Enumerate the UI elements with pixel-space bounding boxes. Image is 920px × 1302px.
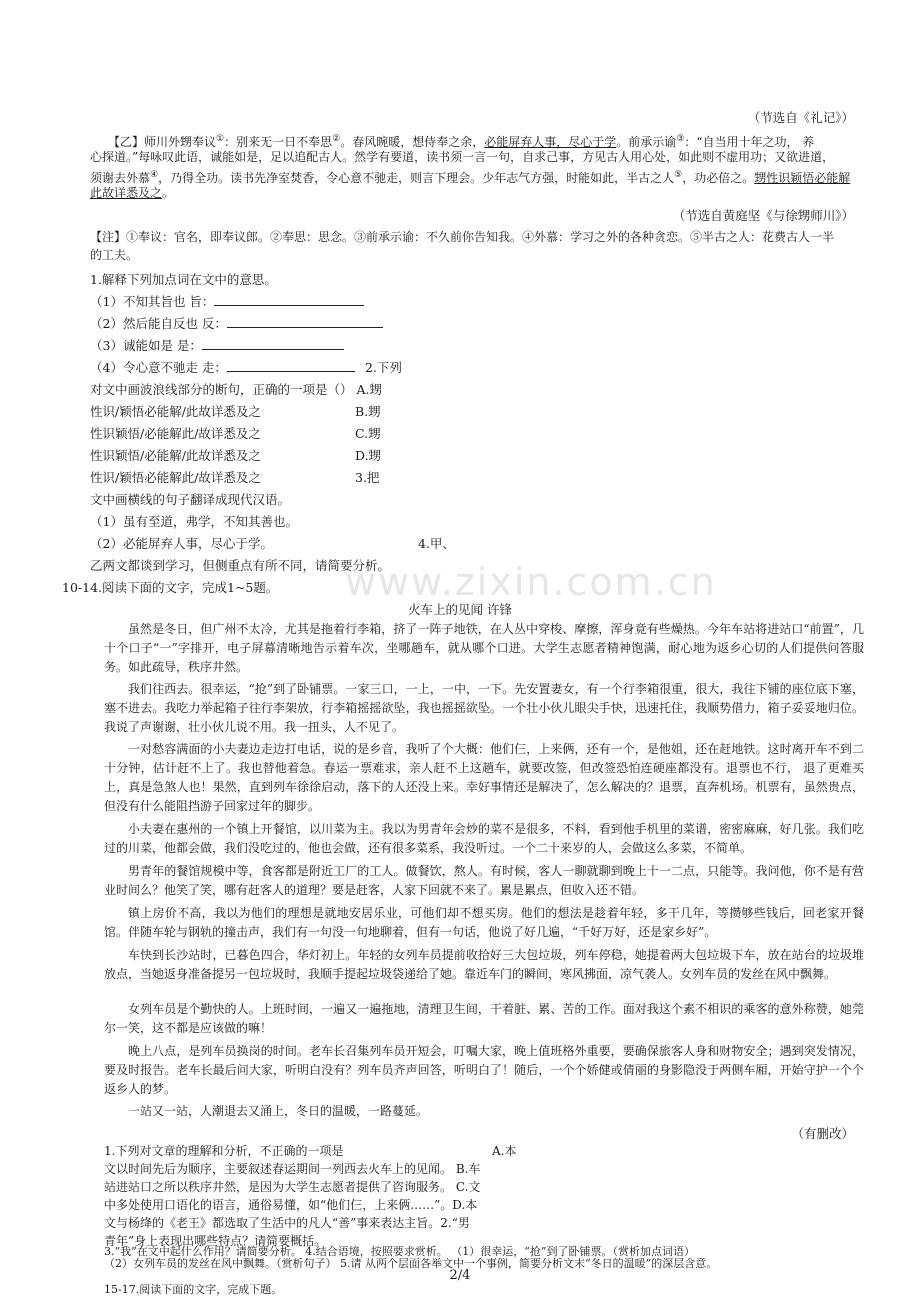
note-line-1: 【注】①奉议：官名，即奉议郎。②奉思：思念。③前承示谕：不久前你告知我。④外慕：学习之外的各种贪恋。⑤半古之人：花费古人一半 xyxy=(90,230,835,244)
story-paragraph-6: 镇上房价不高，我以为他们的理想是就地安居乐业，可他们却不想买房。他们的想法是趁着年轻，多干几年，等攒够些钱后，回老家开餐馆。伴随车轮与钢轨的撞击声，我们有一句没一句地聊着，但有一句话，他说了好几遍，“千好万好，还是家乡好”。 xyxy=(104,906,864,939)
passage-b-line-3: 须谢去外慕④，乃得全功。读书先净室焚香，令心意不驰走，则言下理会。少年志气方强，时能如此，半古之人⑤，功必倍之。甥性识颖悟必能解 xyxy=(90,170,851,185)
sq-line-2: 文以时间先后为顺序，主要叙述春运期间一列西去火车上的见闻。 B.车 xyxy=(104,1162,481,1176)
sq-option-a-label: A.本 xyxy=(492,1144,517,1158)
q2-option-b: 性识颖悟/必能解此/故详悉及之 xyxy=(90,426,261,441)
q3-line-1: 文中画横线的句子翻译成现代汉语。 xyxy=(90,492,291,507)
story-paragraph-3: 一对愁容满面的小夫妻边走边打电话，说的是乡音，我听了个大概：他们仨，上来俩，还有一个，是他姐，还在赶地铁。这时离开车不到二十分钟，估计赶不上了。我也替他着急。春运一票难求，亲人赶不上这趟车，就要改签，但改签恐怕连硬座都没有。退票也不行， 退了更难买上，真是急煞人也！果然，直到列车徐徐启动，落下的人还没上来。幸好事情还是解决了，怎么解决的？退票，直奔机场。机票有，虽然贵点，但没有什么能阻挡游子回家过年的脚步。 xyxy=(104,742,864,813)
wavy-line-part-1: 甥性识颖悟必能解 xyxy=(754,171,851,185)
q1-item-4: （4）令心意不驰走 走： 2.下列 xyxy=(90,360,402,375)
underlined-sentence-1: 必能屏弃人事，尽心于学 xyxy=(484,135,617,149)
source-liji: （节选自《礼记》） xyxy=(747,110,854,125)
passage-b-line-4: 此故详悉及之。 xyxy=(90,186,175,200)
story-title: 火车上的见闻 许锋 xyxy=(408,602,512,617)
q2-option-c-label: C.甥 xyxy=(355,426,381,441)
story-paragraph-5: 男青年的餐馆规模中等，食客都是附近工厂的工人。做餐饮，熬人。有时候，客人一聊就聊到晚上十一二点，只能等。我问他，你不是有营业时间么？他笑了笑，哪有赶客人的道理？要是赶客，人家下回就不来了。累是累点，但收入还不错。 xyxy=(104,864,864,897)
sq-compact-block xyxy=(104,1246,695,1257)
next-section-heading: 15-17.阅读下面的文字，完成下题。 xyxy=(104,1283,283,1296)
answer-blank[interactable] xyxy=(227,358,355,372)
q1-item-3: （3）诚能如是 是： xyxy=(90,336,344,355)
q2-option-d-label: D.甥 xyxy=(355,448,382,463)
q3-item-2: （2）必能屏弃人事，尽心于学。 xyxy=(90,536,273,551)
sq-line-11: 从两个层面各举文中一个事例，简要分析文末“冬日的温暖”的深层含意。 xyxy=(365,1258,718,1269)
story-paragraph-10: 一站又一站，人潮退去又涌上，冬日的温暖，一路蔓延。 xyxy=(128,1104,429,1118)
sq-line-10: （2）女列车员的发丝在风中飘舞。（赏析句子） xyxy=(104,1258,337,1269)
q2-line-1: 对文中画波浪线部分的断句，正确的一项是（） A.甥 xyxy=(90,382,382,397)
answer-blank[interactable] xyxy=(214,292,364,306)
source-letter: （节选自黄庭坚《与徐甥师川》） xyxy=(672,208,854,223)
sq-line-7: 3.“我”在文中起什么作用？请简要分析。 xyxy=(104,1245,302,1258)
watermark: www.zixin.com.cn xyxy=(345,560,717,604)
sq-line-8: 4.结合语境，按照要求赏析。 xyxy=(305,1245,448,1258)
q1-title: 1.解释下列加点词在文中的意思。 xyxy=(90,272,277,287)
story-paragraph-8: 女列车员是个勤快的人。上班时间，一遍又一遍拖地，清理卫生间，干着脏、累、苦的工作。面对我这个素不相识的乘客的意外称赞，她莞尔一笑，这不都是应该做的嘛！ xyxy=(104,1002,864,1035)
sq-compact-block-2 xyxy=(104,1258,717,1269)
sq-line-3: 站进站口之所以秩序井然，是因为大学生志愿者提供了咨询服务。 C.文 xyxy=(104,1180,481,1194)
section-heading: 10-14.阅读下面的文字，完成1~5题。 xyxy=(62,580,279,595)
sq-line-1: 1.下列对文章的理解和分析，不正确的一项是 xyxy=(104,1144,344,1158)
answer-blank[interactable] xyxy=(202,336,344,350)
story-paragraph-2: 我们往西去。很幸运，“抢”到了卧铺票。一家三口，一上，一中，一下。先安置妻女，有一个行李箱很重，很大，我往下铺的座位底下塞，塞不进去。我吃力举起箱子往行李架放，行李箱摇摇欲坠，我也摇摇欲坠。一个壮小伙儿眼尖手快，迅速托住，我顺势借力，箱子妥妥地归位。我说了声谢谢，壮小伙儿说不用。我一扭头，人不见了。 xyxy=(104,682,864,734)
q1-item-2: （2）然后能自反也 反： xyxy=(90,314,383,333)
q4-line: 乙两文都谈到学习，但侧重点有所不同，请简要分析。 xyxy=(90,558,391,573)
note-line-2: 的工夫。 xyxy=(90,248,139,262)
story-paragraph-9: 晚上八点，是列车员换岗的时间。老车长召集列车员开短会，叮嘱大家，晚上值班格外重要，要确保旅客人身和财物安全；遇到突发情况，要及时报告。老车长最后问大家，听明白没有？列车员齐声回答，听明白了！随后，一个个娇健或倩丽的身影隐没于两侧车厢，开始守护一个个返乡人的梦。 xyxy=(104,1044,864,1096)
story-paragraph-4: 小夫妻在惠州的一个镇上开餐馆，以川菜为主。我以为男青年会炒的菜不是很多，不料，看到他手机里的菜谱，密密麻麻，好几张。我们吃过的川菜，他都会做，我们没吃过的，他也会做，还有很多菜系，我没听过。一个二十来岁的人，会做这么多菜，不简单。 xyxy=(104,822,864,855)
q2-option-d: 性识/颖悟必能解此/故详悉及之 xyxy=(90,470,261,485)
q2-option-a: 性识/颖悟必能解/此故详悉及之 xyxy=(90,404,261,419)
q4-prefix: 4.甲、 xyxy=(418,536,455,551)
answer-blank[interactable] xyxy=(227,314,383,328)
sq-line-10b: 5.请 xyxy=(340,1258,362,1269)
sq-line-6: 青年”身上表现出哪些特点？请简要概括。 xyxy=(104,1234,327,1248)
q3-prefix: 3.把 xyxy=(355,470,380,485)
sq-line-5: 文与杨绛的《老王》都选取了生活中的凡人“善”事来表达主旨。2.“男 xyxy=(104,1216,470,1230)
story-paragraph-7: 车快到长沙站时，已暮色四合，华灯初上。年轻的女列车员提前收拾好三大包垃圾，列车停稳，她提着两大包垃圾下车，放在站台的垃圾堆放点，当她返身准备提另一包垃圾时，我顺手提起垃圾袋递给了她。靠近车门的瞬间，寒风拂面，凉气袭人。女列车员的发丝在风中飘舞。 xyxy=(104,948,864,981)
q2-option-c: 性识颖悟/必能解/此故详悉及之 xyxy=(90,448,261,463)
page-number: 2/4 xyxy=(449,1268,471,1283)
q1-item-1: （1）不知其旨也 旨： xyxy=(90,292,364,311)
passage-b-line-1: 【乙】师川外甥奉议①：别来无一日不奉思②。春风晼暖，想侍奉之余，必能屏弃人事，尽心于学。前承示谕③：“自当用十年之功， 养 xyxy=(108,134,815,149)
story-paragraph-1: 虽然是冬日，但广州不太冷，尤其是拖着行李箱，挤了一阵子地铁，在人丛中穿梭、摩擦，浑身竟有些燥热。今年车站将进站口“前置”，几十个口子“一”字排开，电子屏幕清晰地告示着车次，坐哪趟车，就从哪个口进。大学生志愿者精神饱满，耐心地为返乡心切的人们提供问答服务。如此疏导，秩序井然。 xyxy=(104,622,864,674)
story-source: （有删改） xyxy=(791,1126,854,1141)
wavy-line-part-2: 此故详悉及之 xyxy=(90,186,163,200)
sq-line-9: （1）很幸运，“抢”到了卧铺票。（赏析加点词语） xyxy=(451,1245,695,1258)
passage-b-line-2: 心探道。”每咏叹此语，诚能如是，足以追配古人。然学有要道，读书须一言一句，自求己事，方见古人用心处，如此则不虚用功；又欲进道， xyxy=(90,150,835,164)
q3-item-1: （1）虽有至道，弗学，不知其善也。 xyxy=(90,514,298,529)
sq-line-4: 中多处使用口语化的语言，通俗易懂，如“他们仨，上来俩……”。D.本 xyxy=(104,1198,478,1212)
q2-option-b-label: B.甥 xyxy=(355,404,381,419)
